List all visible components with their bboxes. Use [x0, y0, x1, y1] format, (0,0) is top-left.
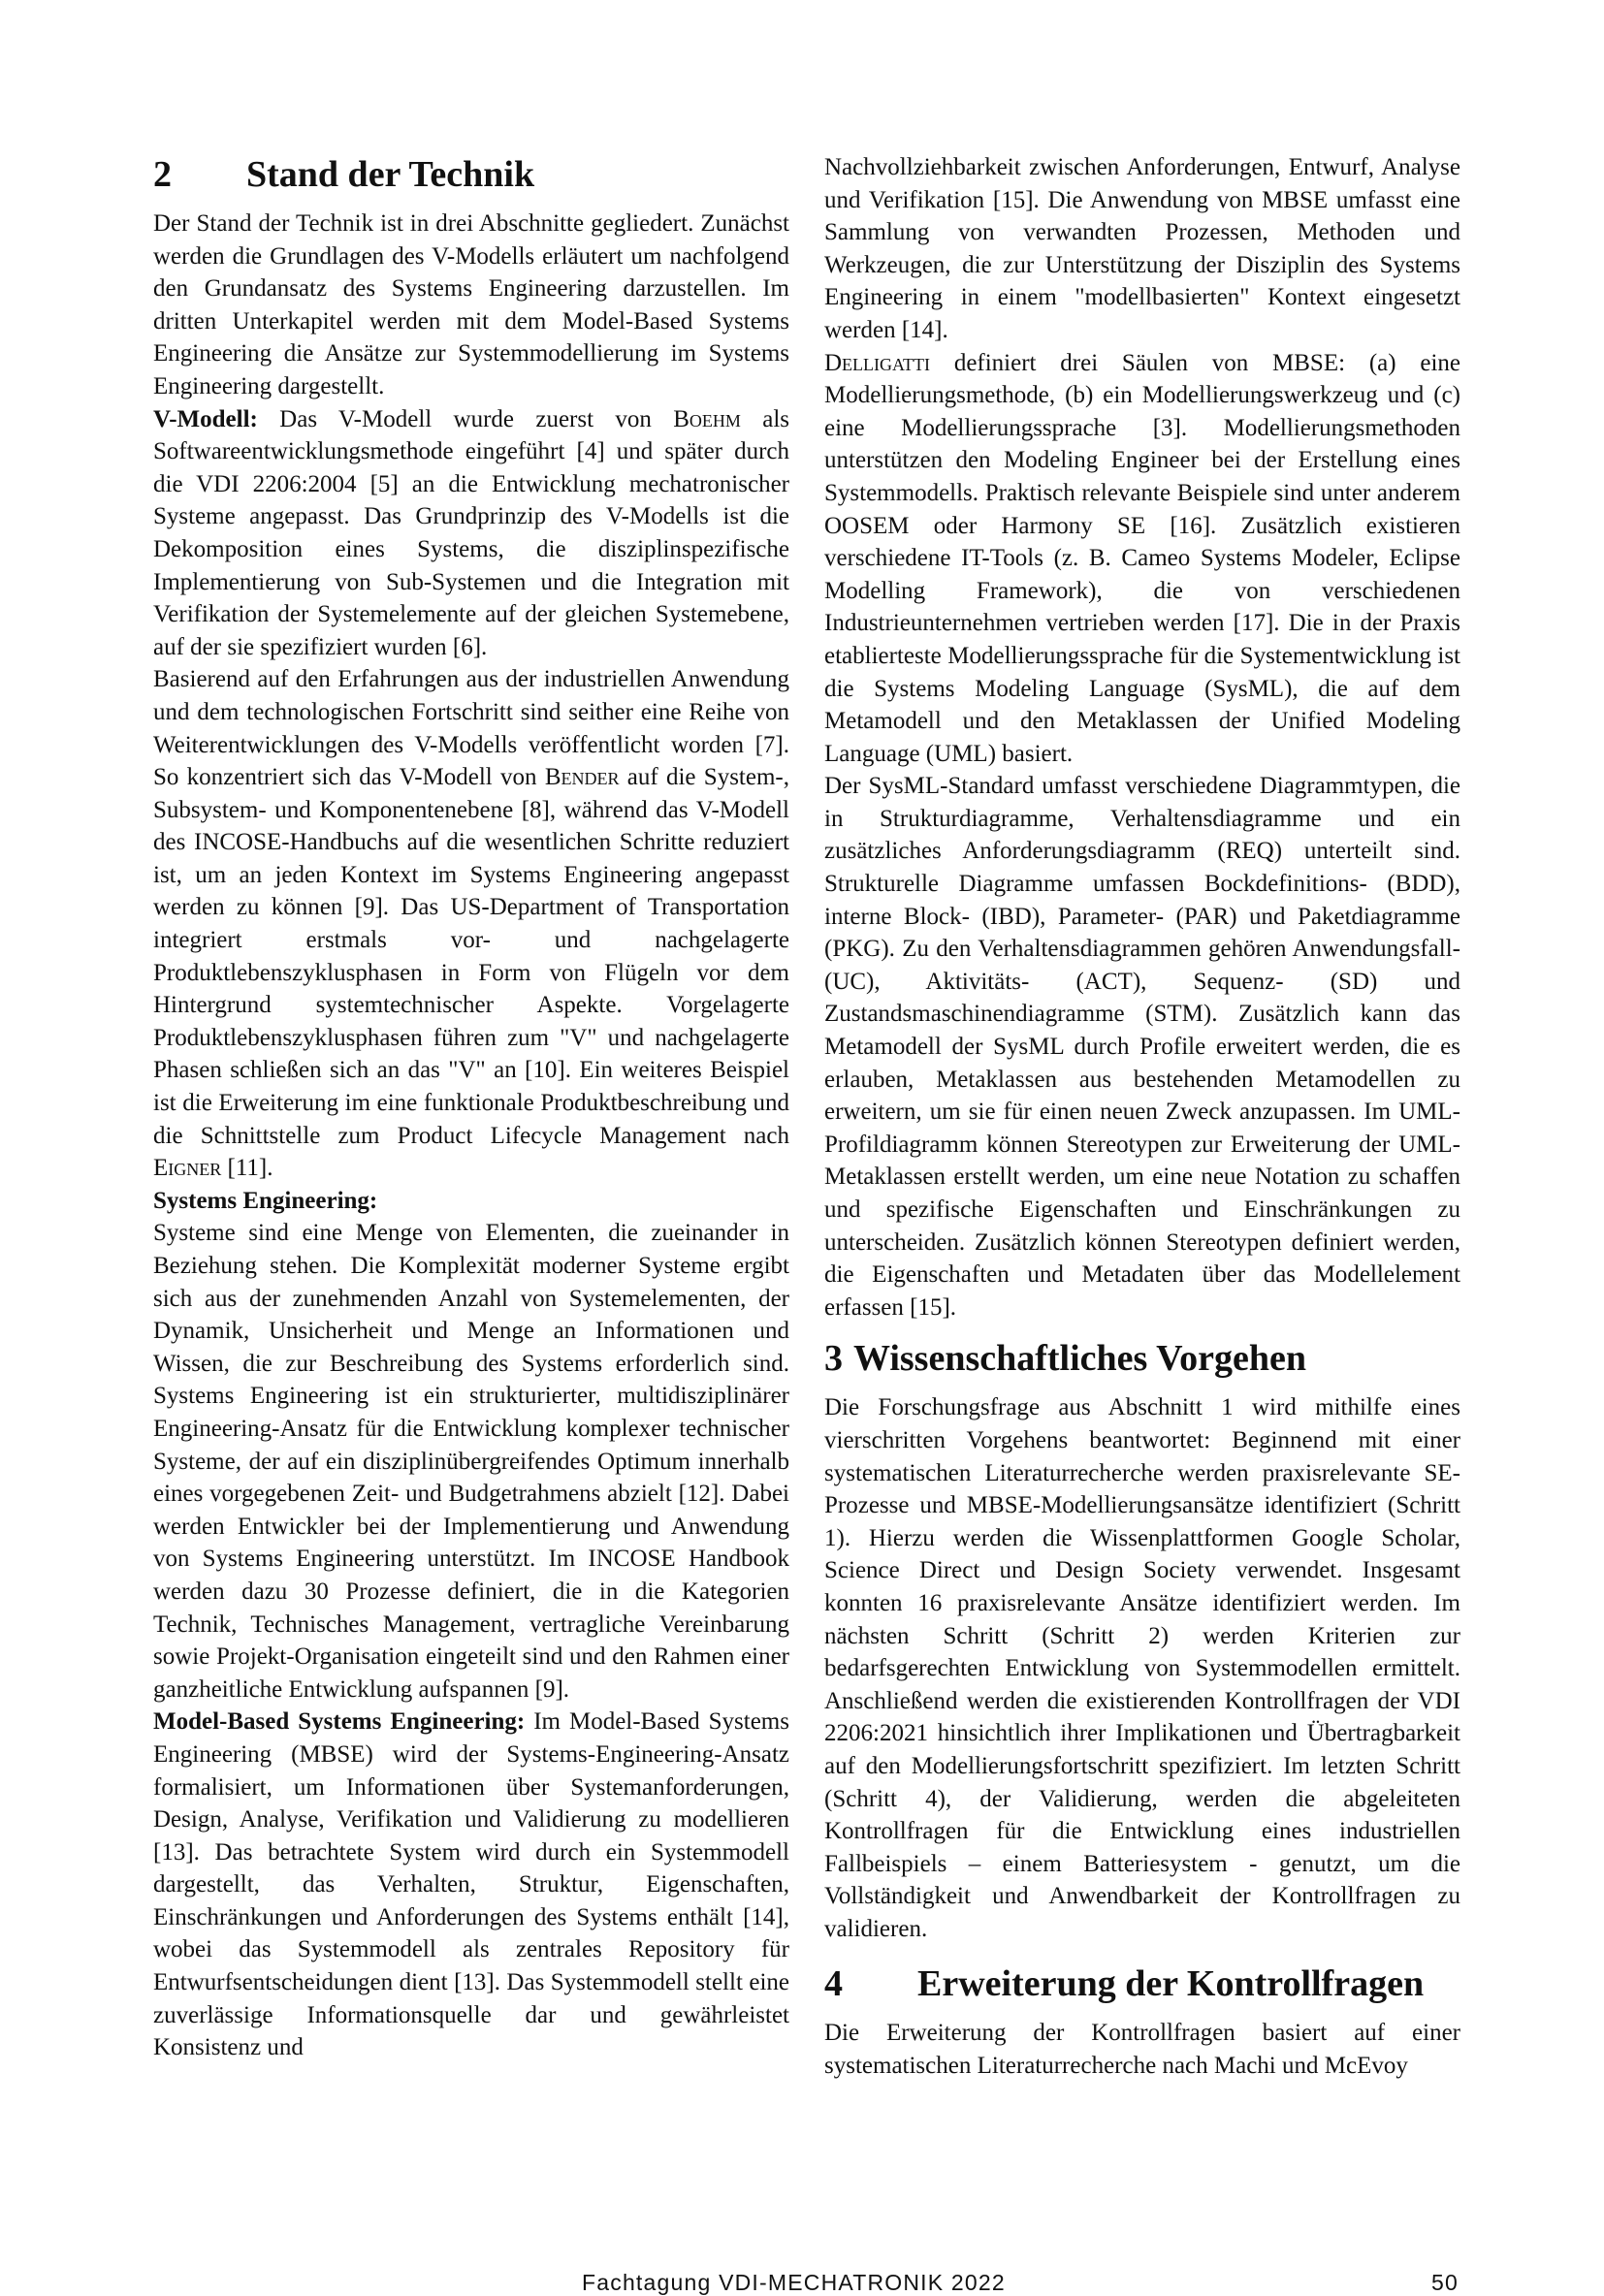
mbse-continued: Nachvollziehbarkeit zwischen Anforderungen, Entwurf, Analyse und Verifikation [15]. Die Anwendung von MBSE umfasst eine Sammlung von verwandten Prozessen, Methoden und Werkzeugen, die zur Unterstützung der Disziplin des Systems Engineering in einem "modellbasierten" Kontext eingesetzt werden [14].: [824, 154, 1460, 343]
se-paragraph: Systeme sind eine Menge von Elementen, die zueinander in Beziehung stehen. Die Komplexität moderner Systeme ergibt sich aus der zunehmenden Anzahl von Systemelementen, der Dynamik, Unsicherheit und Menge an Informationen und Wissen, die zur Beschreibung des Systems erforderlich sind. Systems Engineering ist ein strukturierter, multidisziplinärer Engineering-Ansatz für die Entwicklung komplexer technischer Systeme, der auf ein disziplinübergreifendes Optimum innerhalb eines vorgegebenen Zeit- und Budgetrahmens abzielt [12]. Dabei werden Entwickler bei der Implementierung und Anwendung von Systems Engineering unterstützt. Im INCOSE Handbook werden dazu 30 Prozesse definiert, die in die Kategorien Technik, Technisches Management, vertragliche Vereinbarung sowie Projekt-Organisation eingeteilt sind und den Rahmen einer ganzheitliche Entwicklung aufspannen [9].: [153, 1220, 789, 1703]
vmodell-text-5: [11].: [221, 1155, 273, 1182]
section-2-intro: Der Stand der Technik ist in drei Abschnitte gegliedert. Zunächst werden die Grundlagen des V-Modells erläutert um nachfolgend den Grundansatz des Systems Engineering darzustellen. Im dritten Unterkapitel werden mit dem Model-Based Systems Engineering die Ansätze zur Systemmodellierung im Systems Engineering dargestellt.: [153, 210, 789, 399]
mbse-text-left: Im Model-Based Systems Engineering (MBSE) wird der Systems-Engineering-Ansatz formalisiert, um Informationen über Systemanforderungen, Design, Analyse, Verifikation und Validierung zu modellieren [13]. Das betrachtete System wird durch ein Systemmodell dargestellt, das Verhalten, Struktur, Eigenschaften, Einschränkungen und Anforderungen des Systems enthält [14], wobei das Systemmodell als zentrales Repository für Entwurfsentscheidungen dient [13]. Das Systemmodell stellt eine zuverlässige Informationsquelle dar und gewährleistet Konsistenz und: [153, 1708, 789, 2061]
vmodell-text-2: als Softwareentwicklungsmethode eingeführt [4] und später durch die VDI 2206:2004 [5] an die Entwicklung mechatronischer Systeme angepasst. Das Grundprinzip des V-Modells ist die Dekomposition eines Systems, die disziplinspezifische Implementierung von Sub-Systemen und die Integration mit Verifikation der Systemelemente auf der gleichen Systemebene, auf der sie spezifiziert wurden [6].: [153, 405, 789, 660]
left-column: [153, 153, 789, 2064]
delligatti-paragraph: [824, 347, 1460, 771]
delligatti-text: definiert drei Säulen von MBSE: (a) eine Modellierungsmethode, (b) ein Modellierungswerkzeug und (c) eine Modellierungssprache [3]. Modellierungsmethoden unterstützen den Modeling Engineer bei der Erstellung eines Systemmodells. Praktisch relevante Beispiele sind unter anderem OOSEM oder Harmony SE [16]. Zusätzlich existieren verschiedene IT-Tools (z. B. Cameo Systems Modeler, Eclipse Modelling Framework), die von verschiedenen Industrieunternehmen vertrieben werden [17]. Die in der Praxis etablierteste Modellierungssprache für die Systementwicklung ist die Systems Modeling Language (SysML), die auf dem Metamodell und den Metaklassen der Unified Modeling Language (UML) basiert.: [824, 349, 1460, 767]
mbse-paragraph: [153, 1706, 789, 2064]
vmodell-text-3: Basierend auf den Erfahrungen aus der industriellen Anwendung und dem technologischen Fortschritt sind seither eine Reihe von Weiterentwicklungen des V-Modells veröffentlicht worden [7]. So konzentriert sich das V-Modell von: [153, 666, 789, 791]
section-3-heading: [824, 1337, 1460, 1380]
right-column: [824, 151, 1460, 2083]
author-boehm: Boehm: [673, 405, 741, 432]
vmodell-paragraph-2: [153, 663, 789, 1185]
section-3-paragraph: Die Forschungsfrage aus Abschnitt 1 wird mithilfe eines vierschritten Vorgehens beantwortet: Beginnend mit einer systematischen Literaturrecherche werden praxisrelevante SE-Prozesse und MBSE-Modellierungsansätze identifiziert (Schritt 1). Hierzu werden die Wissenplattformen Google Scholar, Science Direct und Design Society verwendet. Insgesamt konnten 16 praxisrelevante Ansätze identifiziert werden. Im nächsten Schritt (Schritt 2) werden Kriterien zur bedarfsgerechten Entwicklung von Systemmodellen ermittelt. Anschließend werden die existierenden Kontrollfragen der VDI 2206:2021 hinsichtlich ihrer Implikationen und Übertragbarkeit auf den Modellierungsfortschritt spezifiziert. Im letzten Schritt (Schritt 4), der Validierung, werden die abgeleiteten Kontrollfragen für die Entwicklung eines industriellen Fallbeispiels – einem Batteriesystem - genutzt, um die Vollständigkeit und Anwendbarkeit der Kontrollfragen zu validieren.: [824, 1394, 1460, 1942]
section-2-heading: [153, 153, 789, 196]
author-bender: Bender: [544, 764, 620, 791]
vmodell-label: V-Modell:: [153, 405, 258, 432]
se-label: Systems Engineering:: [153, 1187, 378, 1214]
author-delligatti: Delligatti: [824, 349, 931, 376]
vmodell-text-1: Das V-Modell wurde zuerst von: [257, 405, 674, 432]
vmodell-paragraph: [153, 403, 789, 664]
section-4-heading: [824, 1962, 1460, 2005]
section-3-title: Wissenschaftliches Vorgehen: [853, 1338, 1306, 1380]
section-4-number: 4: [824, 1963, 843, 2005]
section-2-title: Stand der Technik: [246, 154, 535, 195]
section-3-number: 3: [824, 1338, 843, 1380]
section-4-paragraph: Die Erweiterung der Kontrollfragen basiert auf einer systematischen Literaturrecherche nach Machi und McEvoy: [824, 2020, 1460, 2080]
footer-page-number: 50: [1431, 2270, 1459, 2295]
mbse-label: Model-Based Systems Engineering:: [153, 1708, 526, 1736]
footer-conference: Fachtagung VDI-MECHATRONIK 2022: [582, 2270, 1006, 2295]
sysml-paragraph: Der SysML-Standard umfasst verschiedene Diagrammtypen, die in Strukturdiagramme, Verhaltensdiagramme und ein zusätzliches Anforderungsdiagramm (REQ) unterteilt sind. Strukturelle Diagramme umfassen Bockdefinitions- (BDD), interne Block- (IBD), Parameter- (PAR) und Paketdiagramme (PKG). Zu den Verhaltensdiagrammen gehören Anwendungsfall- (UC), Aktivitäts- (ACT), Sequenz- (SD) und Zustandsmaschinendiagramme (STM). Zusätzlich kann das Metamodell der SysML durch Profile erweitert werden, die es erlauben, Metaklassen aus bestehenden Metamodellen zu erweitern, um sie für einen neuen Zweck anzupassen. Im UML-Profildiagramm können Stereotypen zur Erweiterung der UML-Metaklassen erstellt werden, um eine neue Notation zu schaffen und spezifische Eigenschaften und Einschränkungen zu unterscheiden. Zusätzlich können Stereotypen definiert werden, die Eigenschaften und Metadaten über das Modellelement erfassen [15].: [824, 773, 1460, 1321]
section-4-title: Erweiterung der Kontrollfragen: [917, 1963, 1425, 2005]
section-2-number: 2: [153, 154, 172, 195]
author-eigner: Eigner: [153, 1155, 222, 1182]
vmodell-text-4: auf die System-, Subsystem- und Komponentenebene [8], während das V-Modell des INCOSE-Handbuchs auf die wesentlichen Schritte reduziert ist, um an jeden Kontext im Systems Engineering angepasst werden zu können [9]. Das US-Department of Transportation integriert erstmals vor- und nachgelagerte Produktlebenszyklusphasen in Form von Flügeln vor dem Hintergrund systemtechnischer Aspekte. Vorgelagerte Produktlebenszyklusphasen führen zum "V" und nachgelagerte Phasen schließen sich an das "V" an [10]. Ein weiteres Beispiel ist die Erweiterung im eine funktionale Produktbeschreibung und die Schnittstelle zum Product Lifecycle Management nach: [153, 764, 789, 1149]
